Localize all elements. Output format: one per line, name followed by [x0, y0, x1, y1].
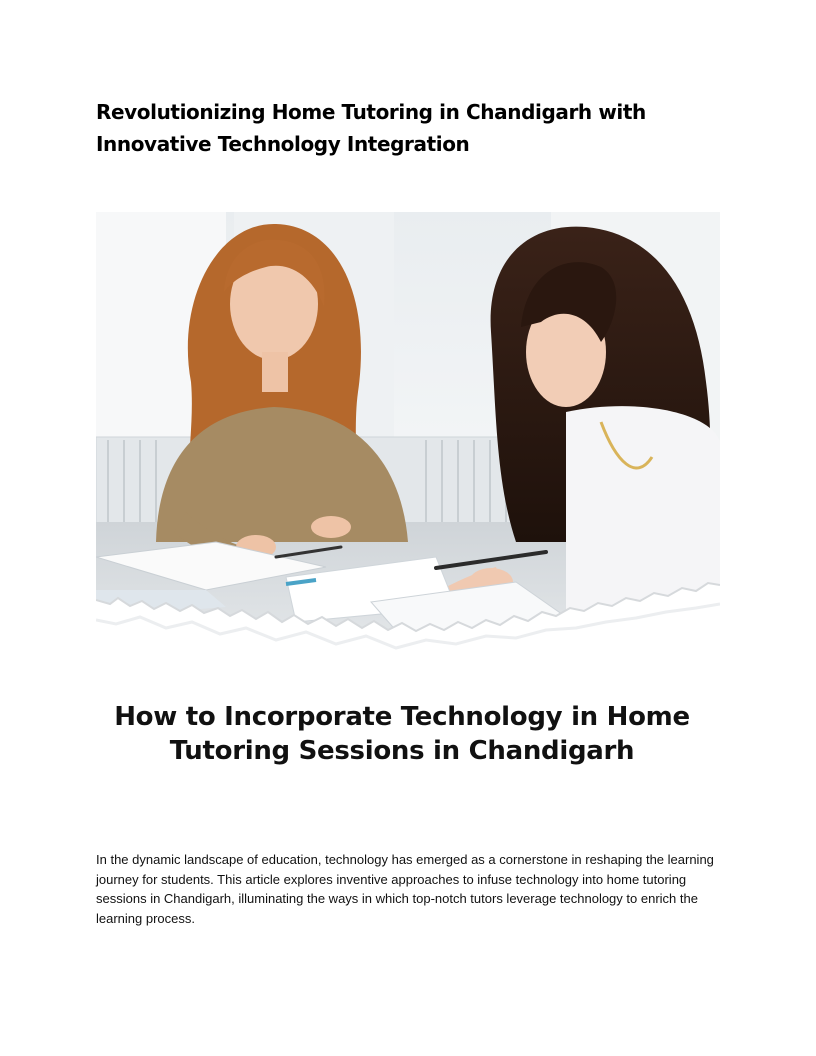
hero-heading: How to Incorporate Technology in Home Tutoring Sessions in Chandigarh — [114, 702, 690, 766]
intro-paragraph: In the dynamic landscape of education, technology has emerged as a cornerstone in reshaping the learning journey for students. This article explores inventive approaches to infuse technology into home tutoring sessions in Chandigarh, illuminating the ways in which top-notch tutors leverage technology to enrich the learning process. — [96, 852, 714, 926]
hero-image — [96, 212, 720, 674]
document-title: Revolutionizing Home Tutoring in Chandigarh with Innovative Technology Integration — [96, 100, 646, 156]
tutoring-photo-illustration — [96, 212, 720, 674]
